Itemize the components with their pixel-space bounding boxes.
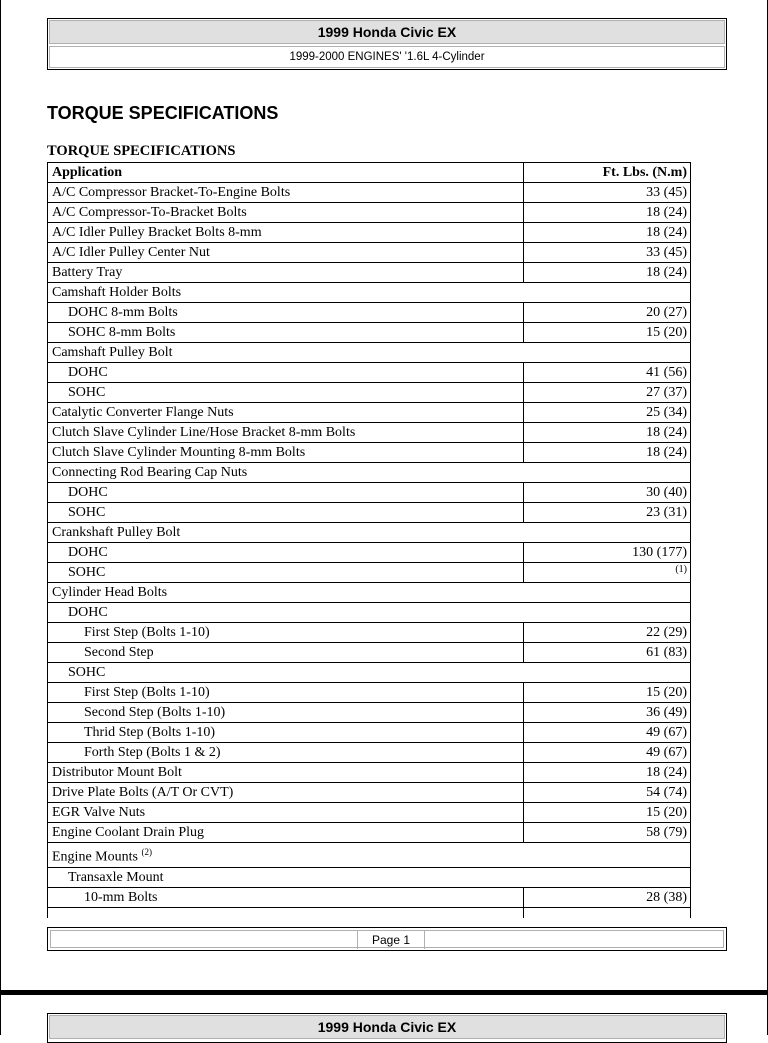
table-row [48,523,690,543]
torque-value: 49 (67) [524,743,691,763]
table-row [48,243,690,263]
application-cell [48,303,524,323]
table-header-row [48,163,690,183]
application-cell [48,543,524,563]
application-label: DOHC [68,605,108,620]
application-cell [48,443,524,463]
application-label: SOHC [68,665,106,680]
table-row [48,823,690,843]
table-row [48,563,690,583]
torque-value: 54 (74) [524,783,691,803]
table-row [48,323,690,343]
application-label: Clutch Slave Cylinder Line/Hose Bracket 8-mm Bolts [52,425,356,440]
table-row [48,663,690,683]
application-cell [48,423,524,443]
table-row [48,887,690,907]
application-cell [48,603,690,623]
application-cell [48,583,690,603]
page-number: Page 1 [357,931,425,949]
table-row [48,303,690,323]
application-cell [48,203,524,223]
torque-table [48,163,690,918]
application-cell [48,803,524,823]
table-row [48,763,690,783]
torque-value [524,907,691,918]
application-label: Second Step (Bolts 1-10) [84,705,226,720]
torque-value: 15 (20) [524,803,691,823]
application-cell [48,363,524,383]
table-title: TORQUE SPECIFICATIONS [47,143,236,159]
table-row [48,463,690,483]
application-cell [48,403,524,423]
application-label: Transaxle Mount [68,869,164,885]
application-cell [48,323,524,343]
application-label: First Step (Bolts 1-10) [84,625,210,640]
application-cell [48,907,524,918]
torque-value: 28 (38) [524,887,691,907]
torque-value: 61 (83) [524,643,691,663]
torque-value: 49 (67) [524,723,691,743]
application-cell [48,723,524,743]
table-row [48,423,690,443]
table-row [48,183,690,203]
application-label: Crankshaft Pulley Bolt [52,525,181,540]
application-cell [48,783,524,803]
application-label: Distributor Mount Bolt [52,765,182,780]
table-row [48,363,690,383]
torque-value: 36 (49) [524,703,691,723]
application-label: Forth Step (Bolts 1 & 2) [84,745,221,760]
application-cell [48,743,524,763]
section-title: TORQUE SPECIFICATIONS [47,103,279,123]
torque-value: (1) [524,563,691,583]
next-page-header-title: 1999 Honda Civic EX [49,1015,725,1039]
table-row [48,783,690,803]
application-label: Camshaft Holder Bolts [52,285,182,300]
torque-value: 18 (24) [524,443,691,463]
application-cell [48,623,524,643]
next-document-page [0,995,768,1035]
application-label: A/C Idler Pulley Center Nut [52,245,210,260]
application-cell [48,183,524,203]
torque-value: 130 (177) [524,543,691,563]
application-cell [48,463,690,483]
application-cell [48,243,524,263]
torque-value: 33 (45) [524,243,691,263]
application-cell [48,843,690,868]
torque-value: 15 (20) [524,683,691,703]
application-cell [48,343,690,363]
application-cell [48,683,524,703]
table-row [48,263,690,283]
application-label: DOHC 8-mm Bolts [68,305,178,320]
table-row [48,403,690,423]
table-row [48,543,690,563]
table-row [48,223,690,243]
application-label: Catalytic Converter Flange Nuts [52,405,234,420]
application-cell [48,503,524,523]
application-cell [48,383,524,403]
application-cell [48,523,690,543]
application-cell [48,263,524,283]
application-label: Thrid Step (Bolts 1-10) [84,725,216,740]
table-row [48,723,690,743]
application-cell [48,763,524,783]
page-footer [47,927,727,951]
application-label: Engine Coolant Drain Plug [52,825,205,840]
table-row [48,907,690,918]
torque-table-container [47,162,691,918]
application-label: SOHC 8-mm Bolts [68,325,176,340]
torque-value: 18 (24) [524,223,691,243]
application-label: SOHC [68,385,106,400]
page-header [47,18,727,70]
application-label: DOHC [68,545,108,560]
column-header-application: Application [48,163,524,183]
footnote-marker: (2) [141,847,152,857]
table-row [48,203,690,223]
table-row [48,843,690,868]
application-label: Connecting Rod Bearing Cap Nuts [52,465,248,480]
torque-value: 23 (31) [524,503,691,523]
application-label: Engine Mounts [52,849,138,865]
application-label: A/C Compressor Bracket-To-Engine Bolts [52,185,291,200]
table-row [48,603,690,623]
torque-value: 27 (37) [524,383,691,403]
application-label: DOHC [68,485,108,500]
application-label: SOHC [68,565,106,580]
application-label: Cylinder Head Bolts [52,585,168,600]
application-label: SOHC [68,505,106,520]
torque-value: 20 (27) [524,303,691,323]
next-page-header [47,1013,727,1043]
table-row [48,483,690,503]
table-row [48,643,690,663]
torque-value: 41 (56) [524,363,691,383]
header-subtitle: 1999-2000 ENGINES' '1.6L 4-Cylinder [49,46,725,68]
application-cell [48,643,524,663]
torque-value: 18 (24) [524,763,691,783]
table-row [48,703,690,723]
torque-value: 22 (29) [524,623,691,643]
application-label: EGR Valve Nuts [52,805,146,820]
torque-value: 15 (20) [524,323,691,343]
application-label: Camshaft Pulley Bolt [52,345,173,360]
table-row [48,867,690,887]
application-label: Second Step [84,645,154,660]
table-row [48,343,690,363]
application-label: A/C Compressor-To-Bracket Bolts [52,205,247,220]
column-header-torque: Ft. Lbs. (N.m) [524,163,691,183]
application-label: Battery Tray [52,265,123,280]
application-cell [48,223,524,243]
application-cell [48,703,524,723]
application-cell [48,887,524,907]
footer-bar [50,930,724,948]
table-row [48,443,690,463]
application-label: Clutch Slave Cylinder Mounting 8-mm Bolts [52,445,306,460]
application-cell [48,563,524,583]
torque-value: 18 (24) [524,423,691,443]
application-label: 10-mm Bolts [84,889,158,905]
table-row [48,803,690,823]
application-cell [48,867,690,887]
table-row [48,503,690,523]
table-row [48,743,690,763]
torque-value: 18 (24) [524,263,691,283]
torque-value: 30 (40) [524,483,691,503]
torque-value: 25 (34) [524,403,691,423]
torque-value: 33 (45) [524,183,691,203]
application-label: Drive Plate Bolts (A/T Or CVT) [52,785,234,800]
table-row [48,283,690,303]
application-label: First Step (Bolts 1-10) [84,685,210,700]
header-title: 1999 Honda Civic EX [49,20,725,44]
table-row [48,683,690,703]
torque-value: 18 (24) [524,203,691,223]
table-row [48,623,690,643]
application-label: A/C Idler Pulley Bracket Bolts 8-mm [52,225,262,240]
application-label: DOHC [68,365,108,380]
table-row [48,383,690,403]
application-cell [48,663,690,683]
application-cell [48,283,690,303]
torque-value: 58 (79) [524,823,691,843]
application-cell [48,823,524,843]
table-row [48,583,690,603]
application-cell [48,483,524,503]
